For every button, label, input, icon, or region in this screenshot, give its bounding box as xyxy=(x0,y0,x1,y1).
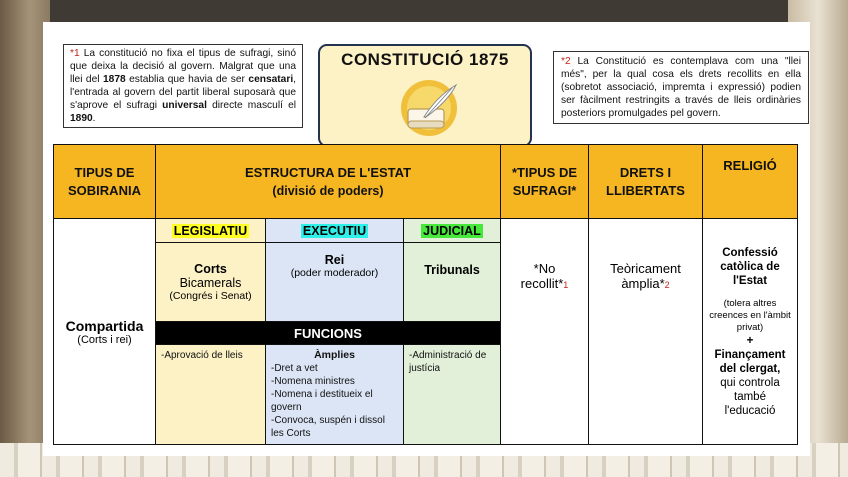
religio-financament: Finançament del clergat, xyxy=(714,348,786,375)
executiu-label: EXECUTIU xyxy=(302,223,367,238)
funcions-judicial: -Administració de justícia xyxy=(403,344,501,445)
header-drets: DRETS I LLIBERTATS xyxy=(588,144,703,219)
funcions-legislatiu: -Aprovació de lleis xyxy=(155,344,266,445)
funcions-executiu-item: -Nomena ministres xyxy=(271,376,355,387)
quill-scroll-icon xyxy=(394,79,464,137)
sobirania-note: (Corts i rei) xyxy=(77,333,132,346)
page-title: CONSTITUCIÓ 1875 xyxy=(341,50,509,69)
legislatiu-cambres: (Congrés i Senat) xyxy=(169,290,252,302)
judicial-label: JUDICIAL xyxy=(423,223,481,238)
legislatiu-corts: Corts xyxy=(194,262,227,276)
sufragi-mark: 1 xyxy=(563,280,569,290)
header-estructura-subtitle: (divisió de poders) xyxy=(272,183,384,198)
executiu-rei: Rei xyxy=(324,253,345,267)
funcions-bar: FUNCIONS xyxy=(155,321,501,345)
religio-tolerancia: (tolera altres creences en l'àmbit privat) xyxy=(709,297,791,333)
subheader-executiu xyxy=(265,218,404,243)
funcions-executiu-item: -Nomena i destitueix el govern xyxy=(271,389,373,413)
title-box xyxy=(318,44,532,147)
note-sufragi: *1 La constitució no fixa el tipus de sufragi, sinó que deixa la decisió al govern. Malgrat que una llei del 1878 establia que havia de ser censatari, l'entrada al govern del partit liberal suposarà que s'aprove el sufragi universal directe masculí el 1890. xyxy=(63,44,303,128)
note-drets: *2 La Constitució es contemplava com una "llei més", per la qual cosa els drets recollits en ella (sobretot associació, impremta i expressió) podien ser fàcilment restringits a través de lleis ordinàries posteriors promulgades pel govern. xyxy=(553,51,809,124)
constitution-table xyxy=(53,144,798,445)
funcions-executiu-item: -Dret a vet xyxy=(271,363,318,374)
header-religio: RELIGIÓ xyxy=(702,144,798,219)
subheader-legislatiu xyxy=(155,218,266,243)
funcions-executiu-item: -Convoca, suspén i dissol les Corts xyxy=(271,415,385,439)
cell-religio xyxy=(702,218,798,445)
cell-sobirania xyxy=(53,218,156,445)
religio-plus: + xyxy=(746,334,754,347)
subheader-judicial xyxy=(403,218,501,243)
sobirania-value: Compartida xyxy=(65,317,144,334)
funcions-executiu xyxy=(265,344,404,445)
header-sobirania: TIPUS DE SOBIRANIA xyxy=(53,144,156,219)
header-estructura-title: ESTRUCTURA DE L'ESTAT xyxy=(244,164,412,180)
religio-confessio: Confessió catòlica de l'Estat xyxy=(720,246,780,287)
cell-legislatiu xyxy=(155,242,266,322)
drets-mark: 2 xyxy=(664,280,670,290)
religio-educacio: qui controla també l'educació xyxy=(720,376,780,417)
header-estructura xyxy=(155,144,501,219)
judicial-tribunals: Tribunals xyxy=(424,263,480,277)
legislatiu-bicamerals: Bicamerals xyxy=(179,276,242,290)
drets-line1: Teòricament xyxy=(610,261,681,276)
cell-executiu xyxy=(265,242,404,322)
header-sufragi: *TIPUS DE SUFRAGI* xyxy=(500,144,589,219)
legislatiu-label: LEGISLATIU xyxy=(173,223,248,238)
cell-sufragi xyxy=(500,218,589,445)
sufragi-line2: recollit* xyxy=(520,276,564,291)
funcions-executiu-title: Àmplies xyxy=(314,349,355,361)
sufragi-line1: *No xyxy=(533,261,556,276)
executiu-poder: (poder moderador) xyxy=(290,267,379,279)
cell-judicial xyxy=(403,242,501,322)
drets-line2: àmplia* xyxy=(621,276,665,291)
cell-drets xyxy=(588,218,703,445)
